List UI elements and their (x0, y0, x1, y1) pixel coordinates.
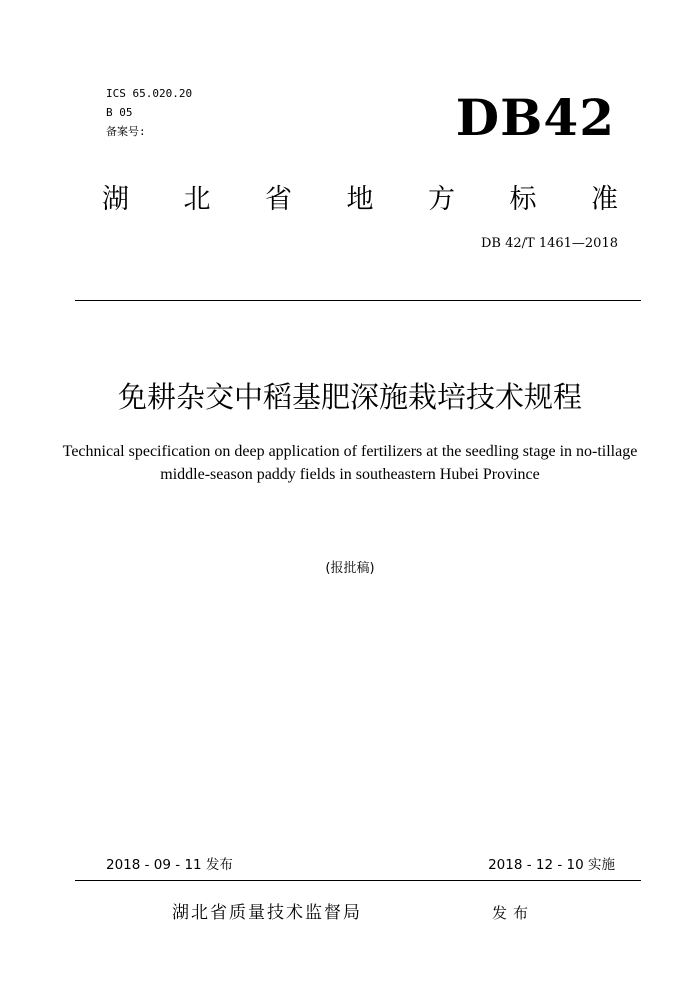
db-logo: DB42 (455, 88, 615, 147)
standard-type-char: 北 (183, 184, 211, 215)
ccs-code: B 05 (106, 106, 133, 119)
standard-type-char: 方 (428, 184, 455, 215)
draft-status: (报批稿) (325, 561, 375, 576)
standard-type-char: 湖 (102, 184, 129, 215)
issuing-authority: 湖北省质量技术监督局 (172, 903, 362, 923)
standard-type-char: 地 (346, 184, 374, 215)
title-chinese: 免耕杂交中稻基肥深施栽培技术规程 (117, 380, 582, 414)
publish-label: 发布 (492, 904, 535, 922)
title-english: Technical specification on deep application of fertilizers at the seedling stage in no-tillage middle-season paddy fields in southeastern Hubei Province (62, 443, 638, 483)
ics-code: ICS 65.020.20 (106, 87, 193, 100)
standard-type-char: 准 (591, 184, 618, 215)
standard-type (102, 182, 618, 218)
bottom-divider (75, 880, 641, 881)
standard-type-char: 标 (509, 184, 537, 215)
issue-date: 2018 - 09 - 11 发布 (106, 857, 233, 873)
implementation-date: 2018 - 12 - 10 实施 (488, 857, 615, 873)
filing-number-label: 备案号: (106, 125, 146, 138)
standard-number: DB 42/T 1461—2018 (480, 236, 618, 251)
top-divider (75, 300, 641, 301)
standard-type-char: 省 (265, 184, 292, 215)
